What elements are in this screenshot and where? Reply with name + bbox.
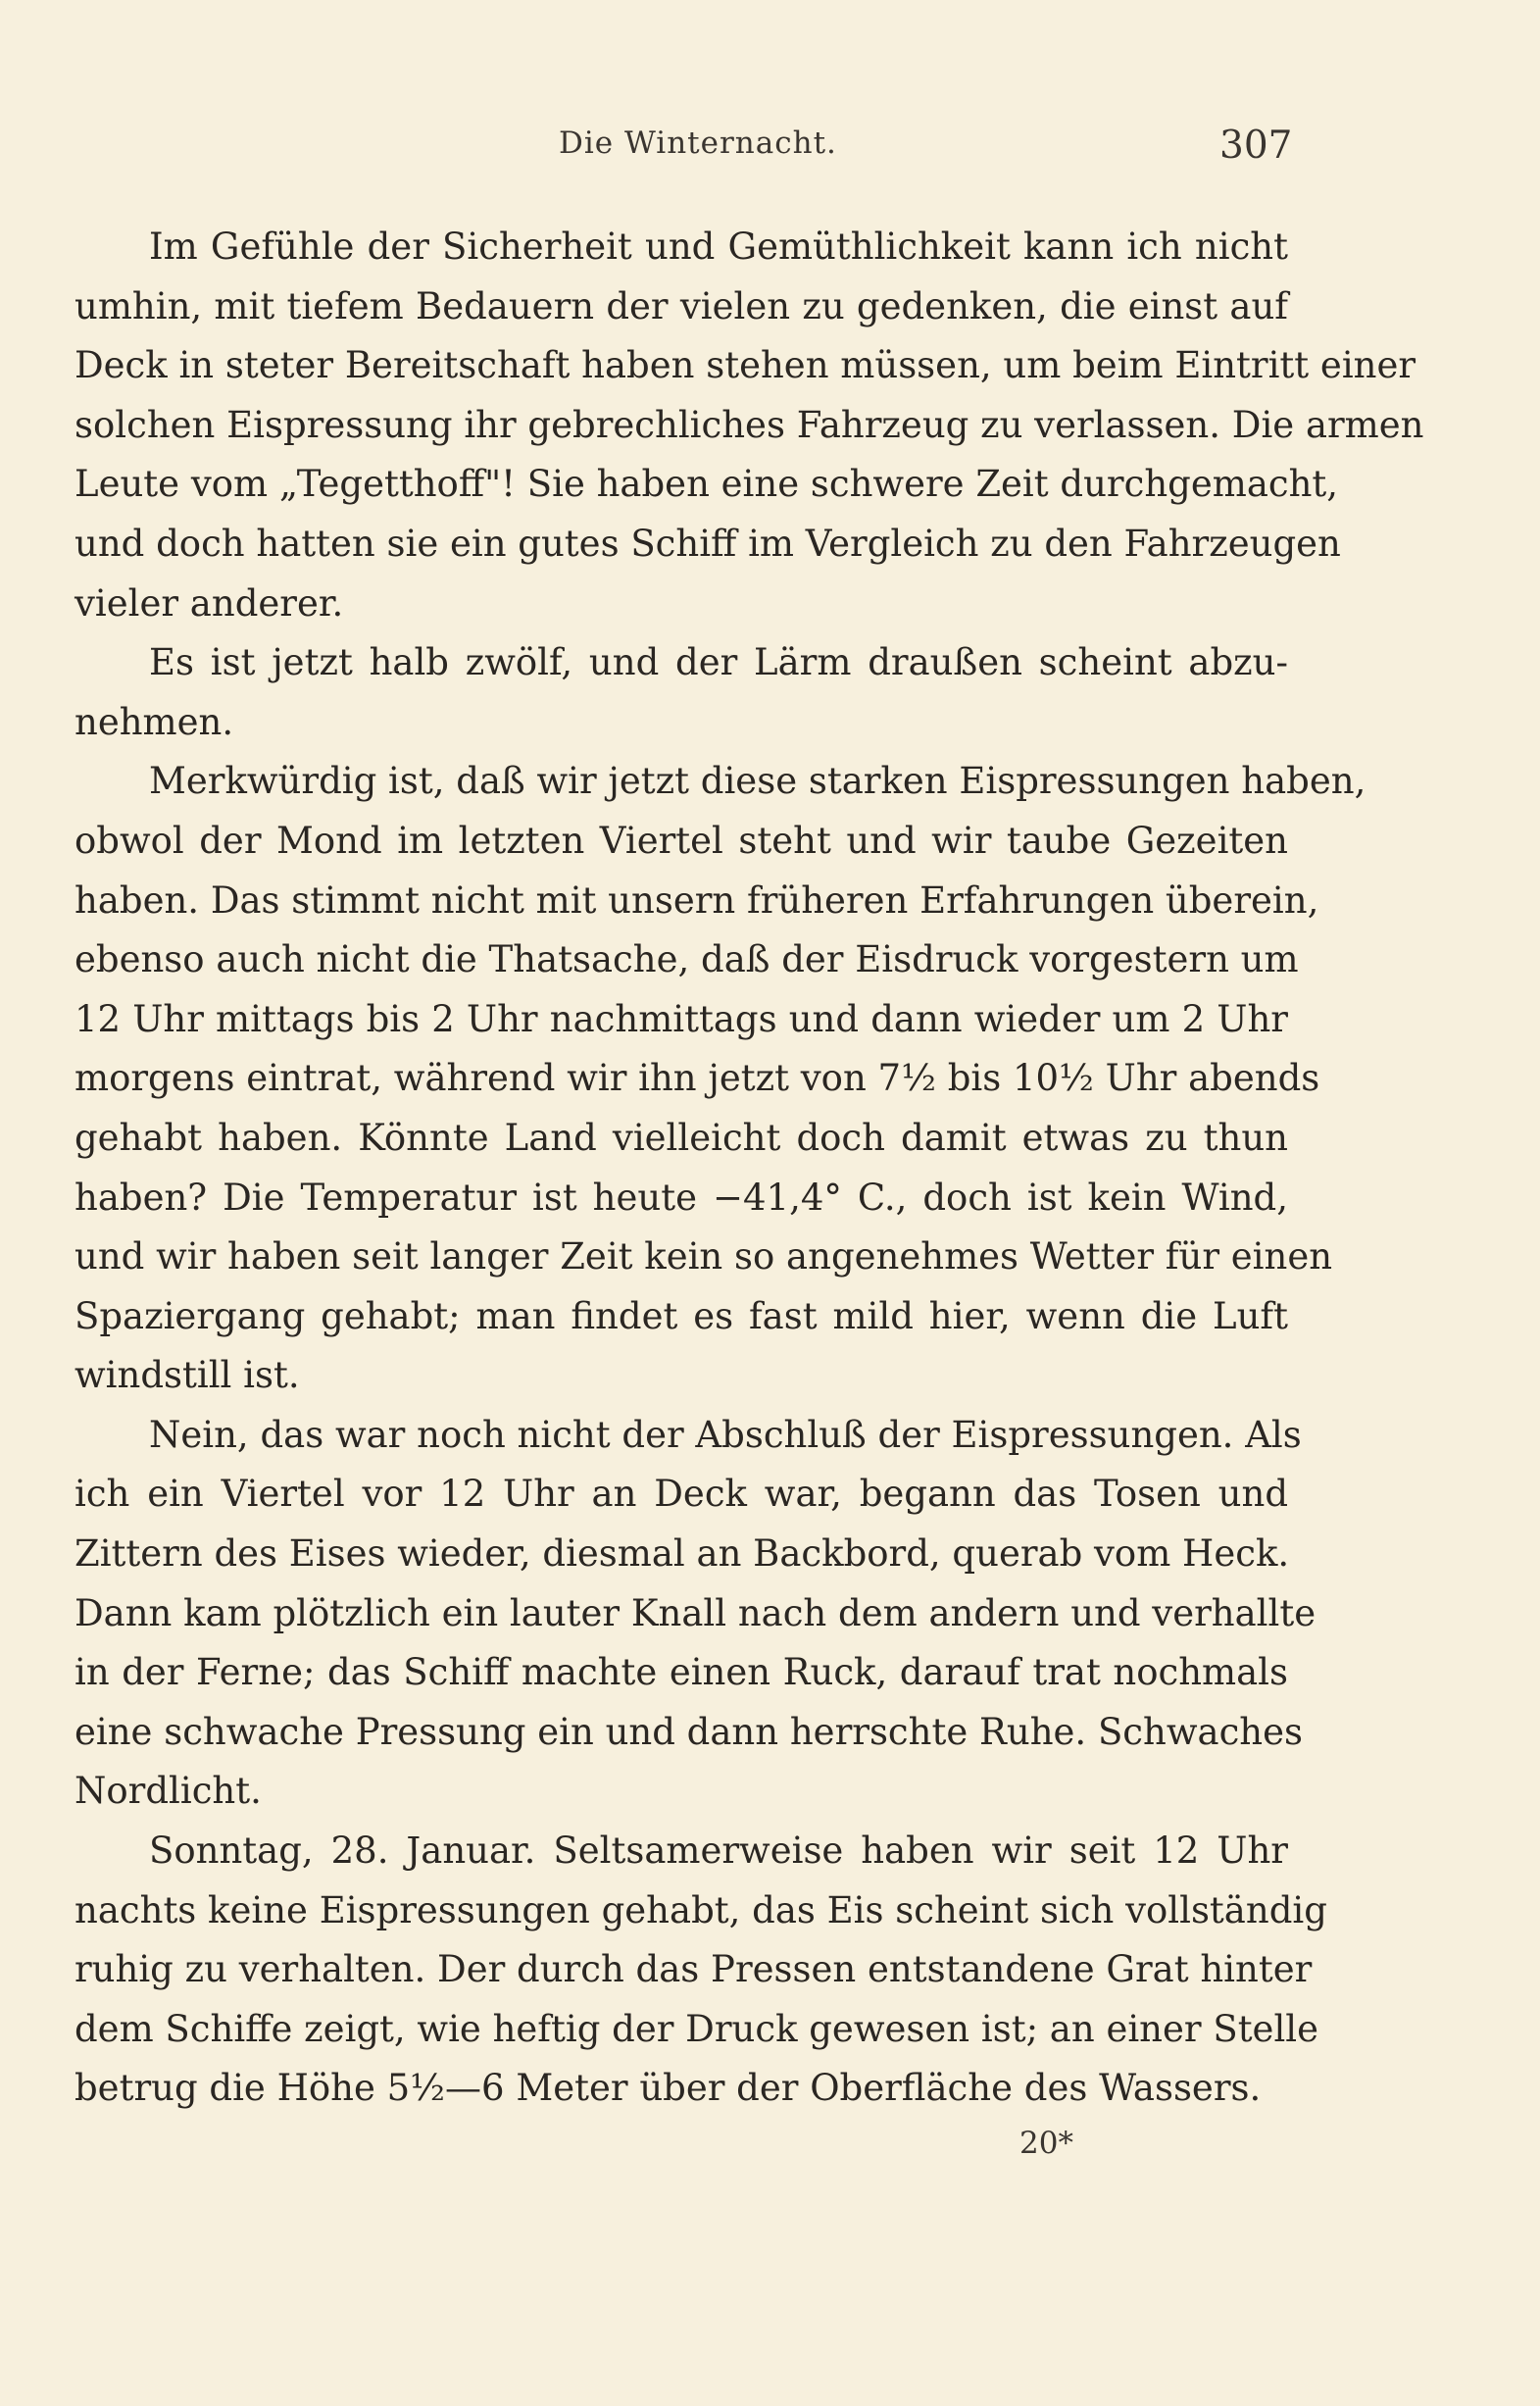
text-line: haben? Die Temperatur ist heute −41,4° C., doch ist kein Wind, (75, 1176, 1288, 1219)
body-text (75, 218, 1424, 2119)
text-line: ich ein Viertel vor 12 Uhr an Deck war, begann das Tosen und (75, 1473, 1288, 1516)
text-line: eine schwache Pressung ein und dann herrschte Ruhe. Schwaches (75, 1710, 1304, 1753)
text-line: Merkwürdig ist, daß wir jetzt diese starken Eispressungen haben, (149, 760, 1366, 803)
text-line: ebenso auch nicht die Thatsache, daß der Eisdruck vorgestern um (75, 938, 1299, 981)
page-number: 307 (1219, 124, 1293, 168)
text-line: haben. Das stimmt nicht mit unsern früheren Erfahrungen überein, (75, 878, 1319, 922)
text-line: Sonntag, 28. Januar. Seltsamerweise haben wir seit 12 Uhr (149, 1830, 1288, 1873)
text-line: umhin, mit tiefem Bedauern der vielen zu gedenken, die einst auf (75, 284, 1288, 327)
text-line: Spaziergang gehabt; man findet es fast mild hier, wenn die Luft (75, 1294, 1288, 1337)
text-line: Zittern des Eises wieder, diesmal an Backbord, querab vom Heck. (75, 1532, 1290, 1576)
text-line: Leute vom „Tegetthoff"! Sie haben eine schwere Zeit durchgemacht, (75, 463, 1339, 506)
text-line: solchen Eispressung ihr gebrechliches Fahrzeug zu verlassen. Die armen (75, 403, 1424, 446)
text-line: Es ist jetzt halb zwölf, und der Lärm draußen scheint abzu- (149, 641, 1288, 684)
text-line: in der Ferne; das Schiff machte einen Ruck, darauf trat nochmals (75, 1651, 1288, 1694)
text-line: Nein, das war noch nicht der Abschluß der Eispressungen. Als (149, 1413, 1302, 1456)
text-line: gehabt haben. Könnte Land vielleicht doch damit etwas zu thun (75, 1116, 1288, 1159)
text-line: vieler anderer. (75, 581, 344, 625)
text-line: Deck in steter Bereitschaft haben stehen müssen, um beim Eintritt einer (75, 344, 1416, 387)
text-line: nehmen. (75, 700, 234, 743)
text-line: 12 Uhr mittags bis 2 Uhr nachmittags und dann wieder um 2 Uhr (75, 997, 1288, 1040)
text-line: nachts keine Eispressungen gehabt, das Eis scheint sich vollständig (75, 1888, 1327, 1931)
text-line: Nordlicht. (75, 1770, 262, 1813)
text-line: ruhig zu verhalten. Der durch das Pressen entstandene Grat hinter (75, 1948, 1313, 1991)
text-line: und doch hatten sie ein gutes Schiff im Vergleich zu den Fahrzeugen (75, 522, 1341, 565)
text-line: dem Schiffe zeigt, wie heftig der Druck gewesen ist; an einer Stelle (75, 2007, 1319, 2050)
text-line: Dann kam plötzlich ein lauter Knall nach dem andern und verhallte (75, 1591, 1316, 1634)
text-line: und wir haben seit langer Zeit kein so angenehmes Wetter für einen (75, 1235, 1333, 1278)
running-title: Die Winternacht. (559, 125, 837, 161)
signature-mark: 20* (1019, 2126, 1073, 2161)
text-line: Im Gefühle der Sicherheit und Gemüthlichkeit kann ich nicht (149, 226, 1288, 268)
text-line: morgens eintrat, während wir ihn jetzt von 7½ bis 10½ Uhr abends (75, 1057, 1320, 1100)
text-line: obwol der Mond im letzten Viertel steht und wir taube Gezeiten (75, 819, 1288, 862)
text-line: betrug die Höhe 5½—6 Meter über der Oberfläche des Wassers. (75, 2067, 1262, 2110)
text-line: windstill ist. (75, 1354, 300, 1397)
